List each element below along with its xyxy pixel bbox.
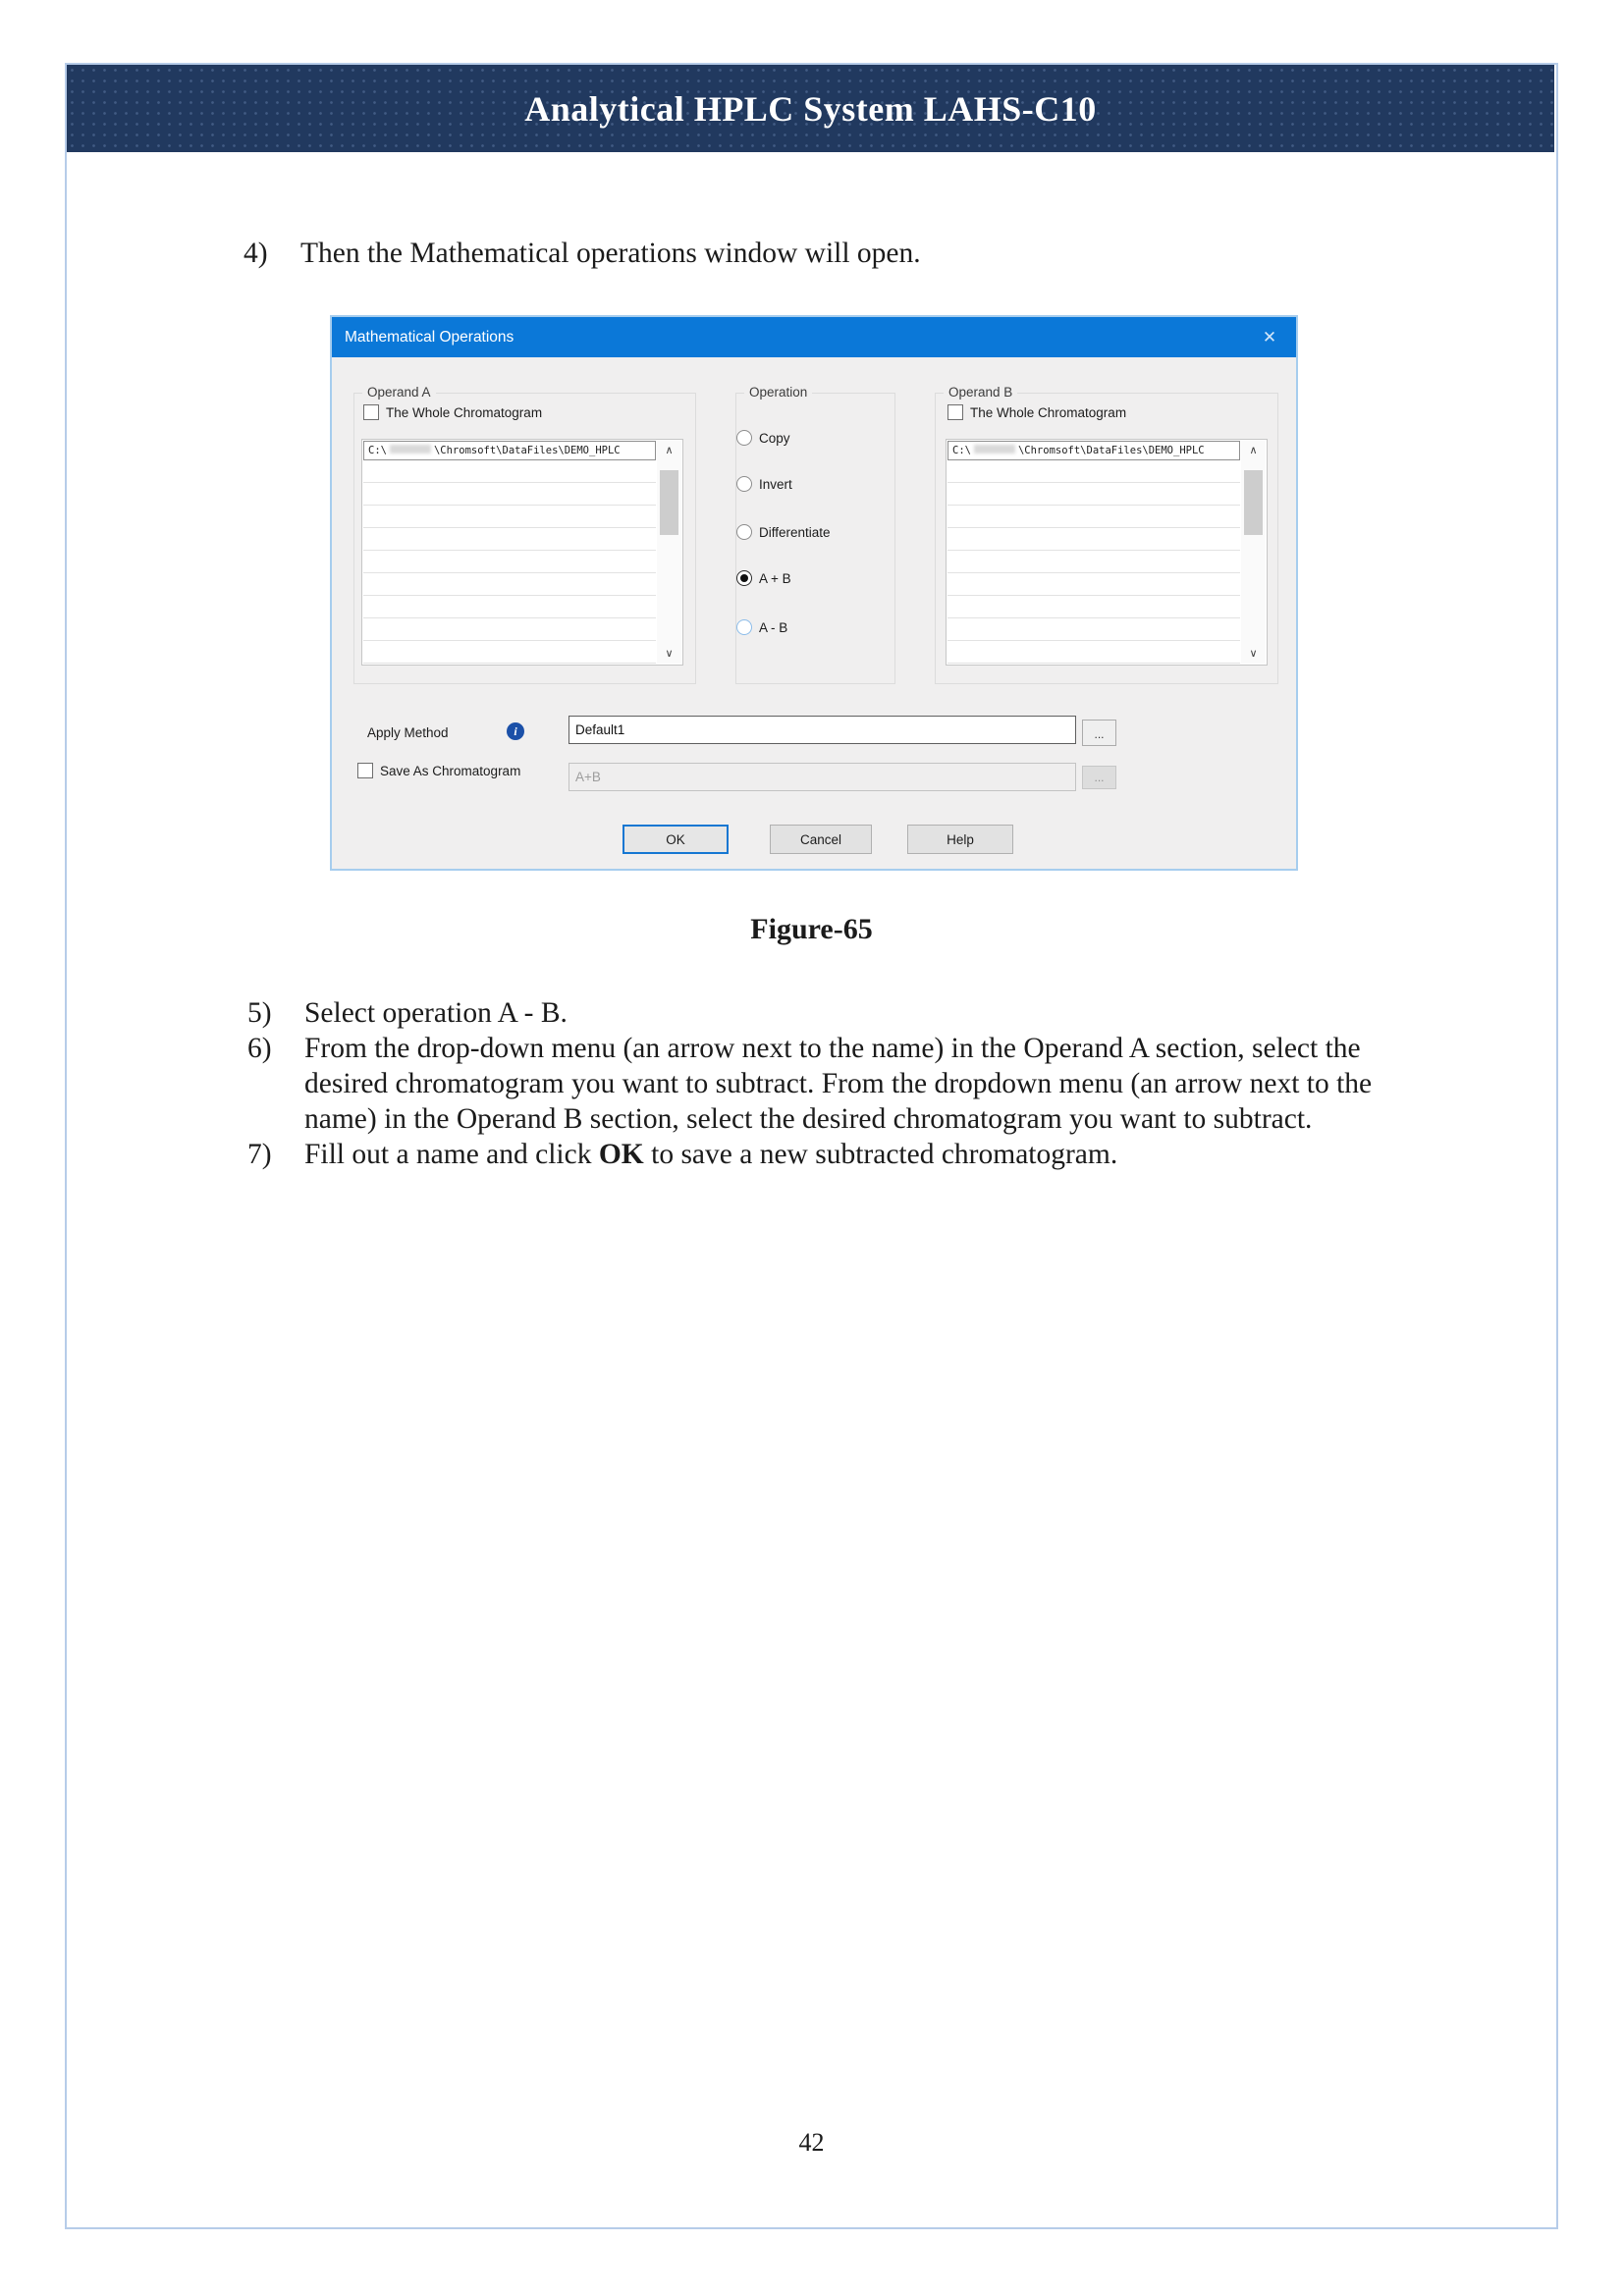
save-as-browse-button: ... bbox=[1082, 766, 1116, 789]
radio-icon bbox=[736, 619, 752, 635]
figure-caption: Figure-65 bbox=[750, 913, 873, 945]
dialog-title: Mathematical Operations bbox=[345, 328, 514, 346]
radio-option-invert[interactable]: Invert bbox=[736, 476, 792, 492]
redacted-text bbox=[390, 445, 431, 454]
item-number: 7) bbox=[247, 1139, 272, 1170]
operand-b-label: Operand B bbox=[944, 385, 1017, 400]
item-text: From the drop-down menu (an arrow next to the name) in the Operand A section, select the desired chromatogram you want to subtract. From the dropdown menu (an arrow next to the name) in the Operand B section, select the desired chromatogram you want to subtract. bbox=[304, 1033, 1373, 1135]
instruction-item-7 bbox=[247, 1137, 1422, 1172]
radio-icon bbox=[736, 524, 752, 540]
checkbox-unchecked-icon[interactable] bbox=[363, 404, 379, 420]
item-number: 5) bbox=[247, 997, 272, 1029]
path-prefix: C:\ bbox=[368, 445, 387, 456]
path-prefix: C:\ bbox=[952, 445, 971, 456]
item-text: Fill out a name and click OK to save a new subtracted chromatogram. bbox=[304, 1139, 1118, 1170]
operation-label: Operation bbox=[744, 385, 812, 400]
close-icon[interactable]: ✕ bbox=[1262, 327, 1277, 347]
checkbox-label: The Whole Chromatogram bbox=[970, 404, 1127, 420]
scroll-down-icon[interactable]: ∨ bbox=[665, 647, 674, 660]
item-number: 4) bbox=[244, 238, 268, 269]
operand-a-path-item[interactable] bbox=[363, 441, 656, 460]
operand-b-whole-chromatogram-row bbox=[947, 404, 1126, 420]
page-header-bar bbox=[67, 65, 1554, 152]
instruction-list bbox=[247, 995, 1422, 1172]
item-text: Select operation A - B. bbox=[304, 997, 568, 1029]
operand-a-label: Operand A bbox=[362, 385, 436, 400]
radio-selected-icon bbox=[736, 570, 752, 586]
apply-method-input[interactable] bbox=[568, 716, 1076, 744]
empty-list-rows bbox=[947, 460, 1240, 664]
scrollbar-thumb[interactable] bbox=[1244, 470, 1263, 535]
save-as-chromatogram-row bbox=[357, 763, 520, 778]
radio-icon bbox=[736, 430, 752, 446]
redacted-text bbox=[974, 445, 1015, 454]
operand-b-scrollbar[interactable] bbox=[1241, 441, 1266, 664]
scrollbar-thumb[interactable] bbox=[660, 470, 678, 535]
radio-option-a-plus-b[interactable]: A + B bbox=[736, 570, 791, 586]
checkbox-label: The Whole Chromatogram bbox=[386, 404, 543, 420]
ok-button[interactable]: OK bbox=[623, 825, 729, 854]
page-number: 42 bbox=[798, 2128, 825, 2157]
ok-emphasis: OK bbox=[598, 1139, 644, 1170]
checkbox-unchecked-icon[interactable] bbox=[357, 763, 373, 778]
operand-a-whole-chromatogram-row bbox=[363, 404, 542, 420]
instruction-item-6 bbox=[247, 1031, 1422, 1137]
help-button[interactable]: Help bbox=[907, 825, 1013, 854]
item-number: 6) bbox=[247, 1033, 272, 1064]
apply-method-label: Apply Method bbox=[367, 725, 449, 740]
page-title: Analytical HPLC System LAHS-C10 bbox=[524, 88, 1097, 129]
instruction-item-4 bbox=[244, 236, 1461, 271]
cancel-button[interactable]: Cancel bbox=[770, 825, 872, 854]
scroll-down-icon[interactable]: ∨ bbox=[1249, 647, 1258, 660]
apply-method-browse-button[interactable]: ... bbox=[1082, 720, 1116, 746]
item-text: Then the Mathematical operations window will open. bbox=[300, 238, 921, 269]
path-suffix: \Chromsoft\DataFiles\DEMO_HPLC bbox=[1017, 445, 1205, 456]
instruction-item-5 bbox=[247, 995, 1422, 1031]
operand-a-list[interactable] bbox=[361, 439, 683, 666]
checkbox-label: Save As Chromatogram bbox=[380, 763, 521, 778]
empty-list-rows bbox=[363, 460, 656, 664]
operand-b-path-item[interactable] bbox=[947, 441, 1240, 460]
checkbox-unchecked-icon[interactable] bbox=[947, 404, 963, 420]
operand-b-list[interactable] bbox=[946, 439, 1268, 666]
path-suffix: \Chromsoft\DataFiles\DEMO_HPLC bbox=[433, 445, 621, 456]
mathematical-operations-dialog bbox=[330, 315, 1298, 871]
dialog-titlebar bbox=[332, 317, 1296, 357]
radio-option-a-minus-b[interactable]: A - B bbox=[736, 619, 787, 635]
radio-option-differentiate[interactable]: Differentiate bbox=[736, 524, 831, 540]
radio-option-copy[interactable]: Copy bbox=[736, 430, 790, 446]
info-icon[interactable]: i bbox=[507, 722, 524, 740]
save-as-name-input bbox=[568, 763, 1076, 791]
operand-a-scrollbar[interactable] bbox=[657, 441, 681, 664]
scroll-up-icon[interactable]: ∧ bbox=[1249, 444, 1258, 456]
scroll-up-icon[interactable]: ∧ bbox=[665, 444, 674, 456]
radio-icon bbox=[736, 476, 752, 492]
